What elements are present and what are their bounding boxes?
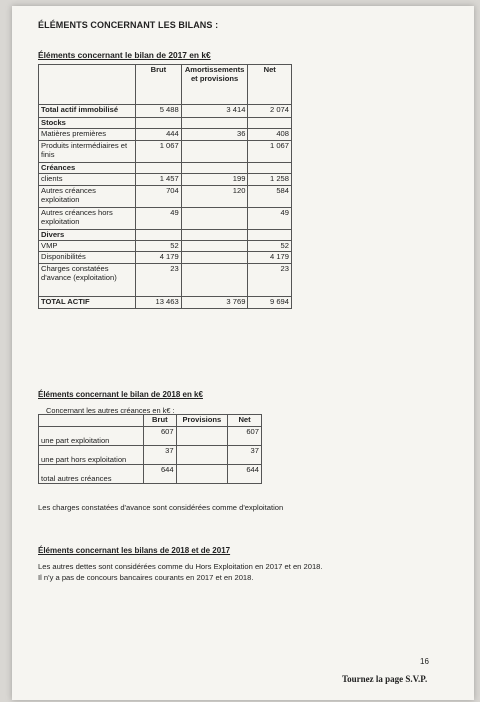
table-row xyxy=(39,230,292,241)
cell-amort xyxy=(181,241,248,252)
table-row xyxy=(39,264,292,297)
cell-amort xyxy=(181,264,248,297)
table-row xyxy=(39,427,262,446)
cell-amort: 120 xyxy=(181,186,248,208)
row-label: une part exploitation xyxy=(39,427,144,446)
cell-amort xyxy=(181,118,248,129)
row-label: Autres créances exploitation xyxy=(39,186,136,208)
cell-net: 2 074 xyxy=(248,105,292,118)
row-label: TOTAL ACTIF xyxy=(39,297,136,309)
table-row xyxy=(39,129,292,141)
cell-net: 37 xyxy=(228,446,262,465)
cell-net: 52 xyxy=(248,241,292,252)
cell-brut: 1 067 xyxy=(136,141,182,163)
cell-net xyxy=(248,163,292,174)
table-row xyxy=(39,252,292,264)
cell-net: 49 xyxy=(248,208,292,230)
row-label: clients xyxy=(39,174,136,186)
document-page xyxy=(12,6,474,700)
t2-col-header-provisions: Provisions xyxy=(176,415,228,427)
table-row xyxy=(39,141,292,163)
table-row xyxy=(39,105,292,118)
table-row xyxy=(39,163,292,174)
cell-brut: 13 463 xyxy=(136,297,182,309)
row-label: Divers xyxy=(39,230,136,241)
cell-brut: 23 xyxy=(136,264,182,297)
page-number: 16 xyxy=(420,657,429,666)
cell-net: 607 xyxy=(228,427,262,446)
table-row xyxy=(39,241,292,252)
cell-brut xyxy=(136,118,182,129)
row-label: Stocks xyxy=(39,118,136,129)
cell-brut: 444 xyxy=(136,129,182,141)
col-header-brut: Brut xyxy=(136,65,182,105)
table-row xyxy=(39,446,262,465)
row-label: Matières premières xyxy=(39,129,136,141)
cell-net: 644 xyxy=(228,465,262,484)
table-row xyxy=(39,174,292,186)
turn-page-note: Tournez la page S.V.P. xyxy=(342,674,428,684)
row-label: Total actif immobilisé xyxy=(39,105,136,118)
section3-line1: Les autres dettes sont considérées comme du Hors Exploitation en 2017 et en 2018. xyxy=(38,562,323,571)
row-label: une part hors exploitation xyxy=(39,446,144,465)
table-row xyxy=(39,297,292,309)
document-title: ÉLÉMENTS CONCERNANT LES BILANS : xyxy=(38,20,219,30)
cell-net: 408 xyxy=(248,129,292,141)
cell-net xyxy=(248,230,292,241)
bilan-2017-body xyxy=(39,105,292,309)
row-label: Créances xyxy=(39,163,136,174)
cell-brut: 37 xyxy=(143,446,176,465)
cell-amort xyxy=(181,163,248,174)
bilan-2018-table xyxy=(38,414,262,484)
row-label: Disponibilités xyxy=(39,252,136,264)
cell-net: 23 xyxy=(248,264,292,297)
row-label: Charges constatées d'avance (exploitation) xyxy=(39,264,136,297)
cell-brut xyxy=(136,230,182,241)
cell-prov xyxy=(176,465,228,484)
row-label: Produits intermédiaires et finis xyxy=(39,141,136,163)
t2-col-header-net: Net xyxy=(228,415,262,427)
cell-amort: 3 414 xyxy=(181,105,248,118)
section3-heading: Éléments concernant les bilans de 2018 et de 2017 xyxy=(38,546,231,555)
table-row xyxy=(39,465,262,484)
row-label: total autres créances xyxy=(39,465,144,484)
t2-col-header-label xyxy=(39,415,144,427)
bilan-2017-table xyxy=(38,64,292,309)
section2-caption: Concernant les autres créances en k€ : xyxy=(46,406,175,415)
cell-prov xyxy=(176,427,228,446)
cell-brut: 5 488 xyxy=(136,105,182,118)
table-row xyxy=(39,186,292,208)
table-row xyxy=(39,118,292,129)
cell-brut: 607 xyxy=(143,427,176,446)
cell-net: 1 067 xyxy=(248,141,292,163)
cell-brut: 1 457 xyxy=(136,174,182,186)
cell-net: 584 xyxy=(248,186,292,208)
cell-amort: 199 xyxy=(181,174,248,186)
cell-brut: 49 xyxy=(136,208,182,230)
t2-col-header-brut: Brut xyxy=(143,415,176,427)
cell-brut: 644 xyxy=(143,465,176,484)
section3-line2: Il n'y a pas de concours bancaires courants en 2017 et en 2018. xyxy=(38,573,254,582)
cell-brut: 52 xyxy=(136,241,182,252)
cell-brut: 4 179 xyxy=(136,252,182,264)
cell-net: 9 694 xyxy=(248,297,292,309)
cell-amort: 3 769 xyxy=(181,297,248,309)
row-label: Autres créances hors exploitation xyxy=(39,208,136,230)
bilan-2018-body xyxy=(39,427,262,484)
cell-brut xyxy=(136,163,182,174)
cell-net: 1 258 xyxy=(248,174,292,186)
cell-net: 4 179 xyxy=(248,252,292,264)
col-header-amortissements: Amortissements et provisions xyxy=(181,65,248,105)
section2-heading: Éléments concernant le bilan de 2018 en k€ xyxy=(38,390,203,399)
cell-prov xyxy=(176,446,228,465)
cell-amort: 36 xyxy=(181,129,248,141)
col-header-net: Net xyxy=(248,65,292,105)
section1-heading: Éléments concernant le bilan de 2017 en k€ xyxy=(38,50,211,60)
cell-amort xyxy=(181,230,248,241)
section2-note: Les charges constatées d'avance sont considérées comme d'exploitation xyxy=(38,503,284,512)
row-label: VMP xyxy=(39,241,136,252)
table-row xyxy=(39,208,292,230)
cell-amort xyxy=(181,252,248,264)
cell-brut: 704 xyxy=(136,186,182,208)
cell-amort xyxy=(181,208,248,230)
cell-net xyxy=(248,118,292,129)
cell-amort xyxy=(181,141,248,163)
col-header-label xyxy=(39,65,136,105)
